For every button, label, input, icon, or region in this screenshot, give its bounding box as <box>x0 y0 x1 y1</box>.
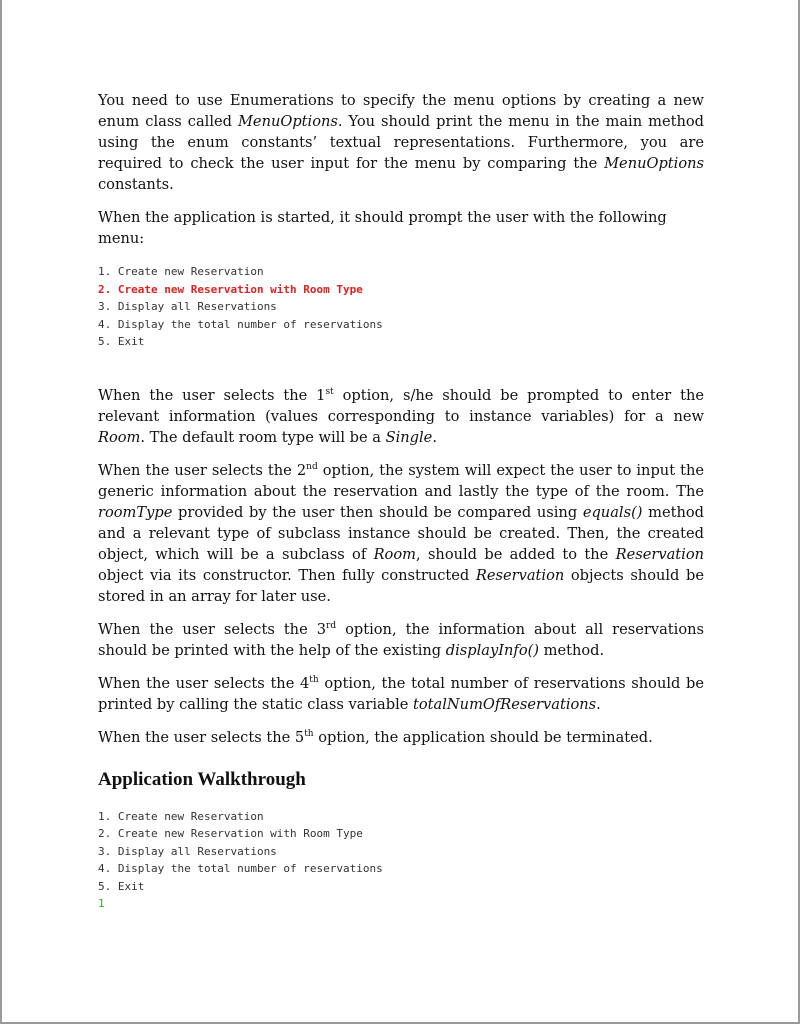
text-italic: equals() <box>582 503 643 521</box>
menu-line: 5. Exit <box>98 335 145 348</box>
text-run: When the user selects the 4 <box>98 674 310 692</box>
text-run: option, the information about all reservations should be printed with the help of the existing <box>98 620 704 659</box>
menu-line: 2. Create new Reservation with Room Type <box>98 827 363 840</box>
paragraph-option-4 <box>98 673 704 715</box>
ordinal-suffix: nd <box>306 461 318 472</box>
text-run: constants. <box>98 176 174 193</box>
section-heading: Application Walkthrough <box>98 768 306 790</box>
text-run: When the user selects the 3 <box>98 620 327 638</box>
user-input-echo: 1 <box>98 897 105 910</box>
text-run: provided by the user then should be compared using <box>172 503 583 521</box>
text-run: When the user selects the 1 <box>98 386 326 404</box>
text-run: method and a relevant type of subclass instance should be created. Then, the created object, which will be a subclass of <box>98 503 704 563</box>
ordinal-suffix: rd <box>326 620 337 631</box>
text-italic: totalNumOfReservations <box>413 695 597 713</box>
text-run: option, the application should be terminated. <box>313 728 653 746</box>
text-run: . <box>432 428 437 446</box>
menu-line: 4. Display the total number of reservations <box>98 317 383 331</box>
paragraph-option-3 <box>98 619 704 661</box>
ordinal-suffix: th <box>309 674 319 685</box>
text-run: When the user selects the 5 <box>98 728 305 746</box>
ordinal-suffix: th <box>304 728 314 739</box>
text-run: option, the total number of reservations should be printed by calling the static class variable <box>98 674 704 713</box>
text-run: method. <box>539 641 605 659</box>
text-run: option, s/he should be prompted to enter the relevant information (values corresponding to instance variables) for a new <box>98 386 704 425</box>
paragraph-option-2 <box>98 460 704 607</box>
text-run: objects should be stored in an array for later use. <box>98 566 704 605</box>
paragraph-option-5 <box>98 727 704 748</box>
paragraph-option-1 <box>98 385 704 448</box>
text-italic: Reservation <box>615 545 704 563</box>
text-run: . The default room type will be a <box>140 428 386 446</box>
text-run: option, the system will expect the user to input the generic information about the reservation and lastly the type of the room. The <box>98 461 704 500</box>
menu-listing-first <box>98 263 704 351</box>
paragraph-enumerations <box>98 90 704 195</box>
text-italic: roomType <box>98 503 173 521</box>
menu-line: 1. Create new Reservation <box>98 265 264 278</box>
menu-line: 3. Display all Reservations <box>98 300 277 313</box>
text-italic: Room <box>373 545 416 563</box>
ordinal-suffix: st <box>325 386 334 397</box>
menu-listing-walkthrough <box>98 808 704 896</box>
text-run: . You should print the menu in the main method using the enum constants’ textual representations. Furthermore, you are required to check the user input for the menu by comparing the <box>98 113 704 172</box>
paragraph-startup-prompt: When the application is started, it should prompt the user with the following menu: <box>98 209 667 247</box>
menu-line-highlighted: 2. Create new Reservation with Room Type <box>98 282 363 296</box>
text-italic: Reservation <box>475 566 565 584</box>
text-run: You need to use Enumerations to specify the menu options by creating a new enum class called <box>98 92 704 130</box>
menu-line: 4. Display the total number of reservations <box>98 862 383 875</box>
text-run: object via its constructor. Then fully constructed <box>98 566 476 584</box>
text-run: , should be added to the <box>415 545 616 563</box>
menu-line: 3. Display all Reservations <box>98 844 277 858</box>
text-run: . <box>596 695 601 713</box>
text-italic: Single <box>385 428 433 446</box>
menu-line: 5. Exit <box>98 879 145 893</box>
menu-line: 1. Create new Reservation <box>98 809 264 823</box>
text-italic: displayInfo() <box>445 641 539 659</box>
text-italic: MenuOptions <box>604 155 704 172</box>
text-italic: Room <box>98 428 141 446</box>
page-edge-left <box>0 0 2 1024</box>
document-body <box>98 90 704 913</box>
text-italic: MenuOptions <box>237 113 338 130</box>
text-run: When the user selects the 2 <box>98 461 307 479</box>
